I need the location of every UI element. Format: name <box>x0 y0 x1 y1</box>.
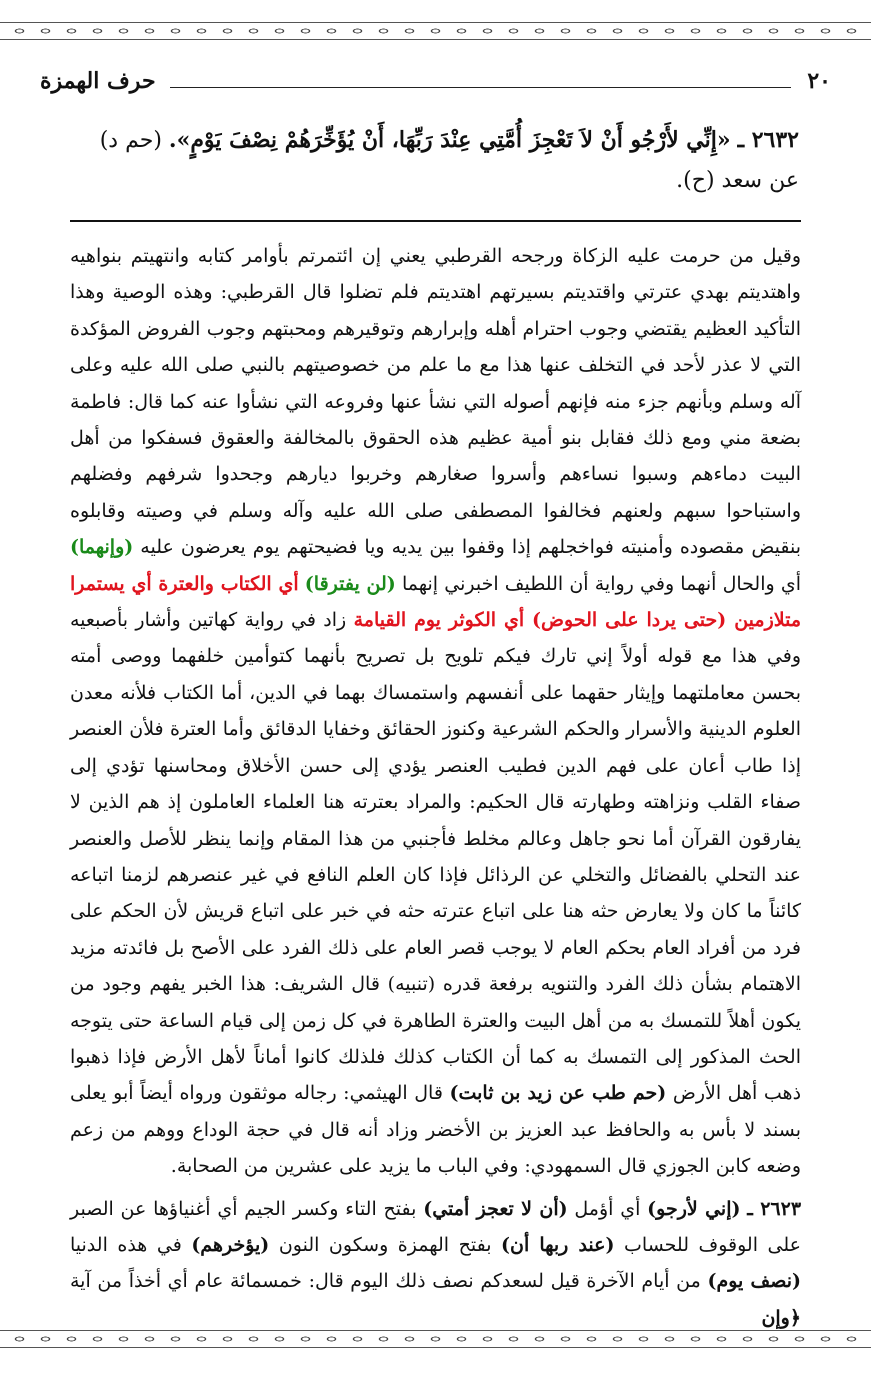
source-reference: (حم طب عن زيد بن ثابت) <box>449 1082 667 1105</box>
bottom-ornamental-border <box>0 1330 871 1348</box>
top-ornamental-border <box>0 22 871 40</box>
page-number: ٢٠ <box>807 68 831 94</box>
keyword: (إني لأرجو) <box>647 1197 741 1220</box>
commentary-paragraph-2623 <box>70 1191 801 1337</box>
keyword: (أن لا تعجز أمتي) <box>423 1197 568 1220</box>
hadith-source: (حم د) عن سعد (ح). <box>99 128 799 193</box>
keyword-green: (لن يفترقا) <box>304 572 396 595</box>
commentary-text: قال الهيثمي: رجاله موثقون ورواه أيضاً أبو يعلى بسند لا بأس به والحافظ عبد العزيز بن الأخضر وزاد أنه قال في حجة الوداع ووهم من زعم وضعه كابن الجوزي قال السمهودي: وفي الباب ما يزيد على عشرين من الصحابة. <box>70 1082 801 1178</box>
hadith-block <box>70 120 799 201</box>
commentary-paragraph <box>70 238 801 1185</box>
commentary-text: أي أؤمل <box>574 1197 641 1220</box>
hadith-text: «إِنِّي لأَرْجُو أَنْ لاَ تَعْجِزَ أُمَّتِي عِنْدَ رَبِّهَا، أَنْ يُؤَخِّرَهُمْ نِصْفَ يَوْمٍ». <box>168 127 731 153</box>
commentary-text: بفتح الهمزة وسكون النون <box>278 1233 492 1256</box>
page-header <box>40 64 831 100</box>
commentary-text: بفتح التاء وكسر الجيم أي أغنياؤها عن الصبر على الوقوف للحساب <box>70 1197 801 1256</box>
keyword: (يؤخرهم) <box>191 1233 270 1256</box>
chapter-title: حرف الهمزة <box>40 68 156 94</box>
commentary-text: زاد في رواية كهاتين وأشار بأصبعيه وفي هذا مع قوله أولاً إني تارك فيكم تلويح بل تصريح بأنهما كتوأمين خلفهما ووصى أمته بحسن معاملتهما وإيثار حقهما على أنفسهم واستمساك بهما في الدين، أما الكتاب فلأنه معدن العلوم الدينية والأسرار والحكم الشرعية وكنوز الحقائق وخفايا الدقائق وأما العترة فلأن العنصر إذا طاب أعان على فهم الدين فطيب العنصر يؤدي إلى حسن الأخلاق ومحاسنها تؤدي إلى صفاء القلب ونزاهته وطهارته قال الحكيم: والمراد بعترته هنا العلماء العاملون إذ هم الذين لا يفارقون القرآن أما نحو جاهل وعالم مخلط فأجنبي من هذا المقام وإنما ينظر للأصل والعنصر عند التحلي بالفضائل والتخلي عن الرذائل فإذا كان العلم النافع في غير عنصرهم لزمنا اتباعه كائناً ما كان ولا يعارض حثه هنا على اتباع عترته حثه في خبر على اتباع قريش لأن الحكم على فرد من أفراد العام بحكم العام لا يوجب قصر العام على ذلك الفرد على الأصح بل فائدته مزيد الاهتمام بشأن ذلك الفرد والتنويه برفعة قدره (تنبيه) قال الشريف: هذا الخبر يفهم وجود من يكون أهلاً للتمسك به من أهل البيت والعترة الطاهرة في كل زمن إلى قيام الساعة حتى يتوجه الحث المذكور إلى التمسك به كما أن الكتاب كذلك فلذلك كانوا أماناً لأهل الأرض فإذا ذهبوا ذهب أهل الأرض <box>70 609 802 1105</box>
commentary-text: وقيل من حرمت عليه الزكاة ورجحه القرطبي يعني إن ائتمرتم بأوامر كتابه وانتهيتم بنواهيه واهتديتم بهدي عترتي واقتديتم بسيرتهم اهتديتم فلم تضلوا قال القرطبي: وهذه الوصية وهذا التأكيد العظيم يقتضي وجوب احترام أهله وإبرارهم وتوقيرهم ومحبتهم وجوب الفروض المؤكدة التي لا عذر لأحد في التخلف عنها هذا مع ما علم من خصوصيتهم بالنبي صلى الله عليه وعلى آله وسلم وبأنهم جزء منه فإنهم أصوله التي نشأ عنها وفروعه التي نشأوا عنه كما قال: فاطمة بضعة مني ومع ذلك فقابل بنو أمية عظيم هذه الحقوق بالمخالفة والعقوق فسفكوا من أهل البيت دماءهم وسبوا نساءهم وأسروا صغارهم وخربوا ديارهم وجحدوا شرفهم وفضلهم واستباحوا سبهم ولعنهم فخالفوا المصطفى صلى الله عليه وآله وسلم في وصيته وقابلوه بنقيض مقصوده وأمنيته فواخجلهم إذا وقفوا بين يديه ويا فضيحتهم يوم يعرضون عليه <box>70 245 801 559</box>
keyword: (عند ربها أن) <box>501 1233 615 1256</box>
keyword-red: أي الكتاب والعترة أي يستمرا متلازمين (حتى يردا على الحوض) أي الكوثر يوم القيامة <box>70 572 801 632</box>
commentary-text: أي والحال أنهما وفي رواية أن اللطيف اخبرني إنهما <box>401 572 802 595</box>
commentary-block <box>70 238 801 1336</box>
keyword-green: (وإنهما) <box>70 536 134 559</box>
header-rule <box>170 87 791 88</box>
commentary-text: في هذه الدنيا <box>70 1233 182 1256</box>
hadith-number: ٢٦٣٢ ـ <box>737 127 799 153</box>
paragraph-number: ٢٦٢٣ ـ <box>747 1197 802 1220</box>
keyword: ﴿وإن <box>761 1306 801 1329</box>
keyword: (نصف يوم) <box>707 1270 801 1293</box>
section-divider <box>70 220 801 222</box>
commentary-text: من أيام الآخرة قيل لسعدكم نصف ذلك اليوم قال: خمسمائة عام أي أخذاً من آية <box>70 1270 701 1293</box>
